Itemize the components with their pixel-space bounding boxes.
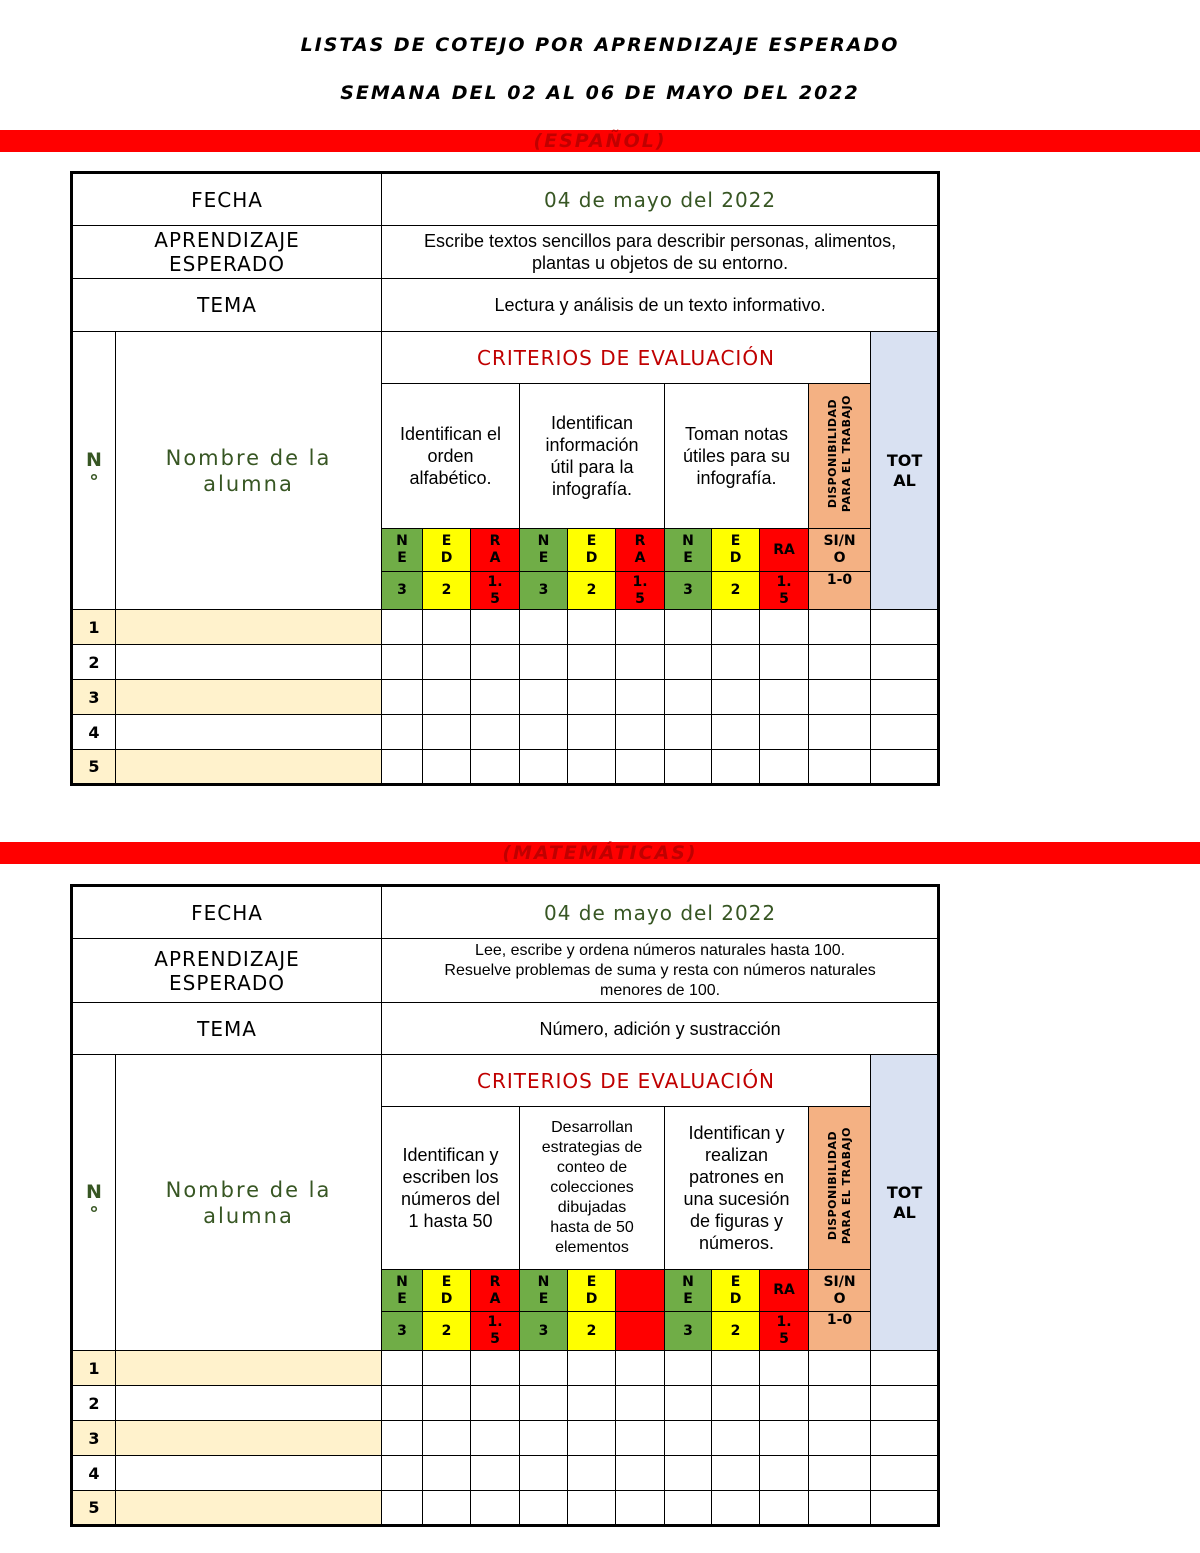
grade-cell[interactable]	[423, 645, 471, 680]
grade-cell[interactable]	[760, 1491, 809, 1526]
score-ra: 1. 5	[616, 572, 665, 610]
student-row	[72, 1351, 939, 1386]
grade-cell[interactable]	[568, 750, 616, 785]
criterion-2: Desarrollan estrategias de conteo de colecciones dibujadas hasta de 50 elementos	[520, 1107, 665, 1270]
code-ed: E D	[712, 1270, 760, 1312]
row-number: 1	[72, 610, 116, 645]
grade-cell[interactable]	[665, 1421, 712, 1456]
grade-cell[interactable]	[423, 715, 471, 750]
grade-cell[interactable]	[568, 1456, 616, 1491]
criterion-3: Identifican y realizan patrones en una sucesión de figuras y números.	[665, 1107, 809, 1270]
page-title: LISTAS DE COTEJO POR APRENDIZAJE ESPERADO	[300, 34, 900, 56]
grade-cell[interactable]	[760, 680, 809, 715]
grade-cell[interactable]	[616, 715, 665, 750]
tema-value: Lectura y análisis de un texto informativo.	[382, 279, 939, 332]
grade-cell[interactable]	[809, 715, 871, 750]
grade-cell[interactable]	[809, 1386, 871, 1421]
criterion-3: Toman notas útiles para su infografía.	[665, 384, 809, 529]
code-ed: E D	[423, 1270, 471, 1312]
grade-cell[interactable]	[616, 1386, 665, 1421]
code-sino: SI/N O	[809, 1270, 871, 1312]
grade-cell[interactable]	[423, 1386, 471, 1421]
score-ra: 1. 5	[471, 572, 520, 610]
grade-cell[interactable]	[665, 750, 712, 785]
grade-cell[interactable]	[616, 610, 665, 645]
score-ne: 3	[520, 572, 568, 610]
total-header-spacer	[871, 1055, 939, 1351]
grade-cell[interactable]	[665, 1386, 712, 1421]
grade-cell[interactable]	[423, 1421, 471, 1456]
grade-cell[interactable]	[760, 1421, 809, 1456]
tema-label: TEMA	[72, 279, 382, 332]
grade-cell[interactable]	[616, 645, 665, 680]
grade-cell[interactable]	[471, 1421, 520, 1456]
grade-cell[interactable]	[471, 680, 520, 715]
subject-espanol: (ESPAÑOL)	[0, 130, 1200, 152]
grade-cell[interactable]	[616, 1456, 665, 1491]
student-name-cell[interactable]	[116, 1421, 382, 1456]
grade-cell[interactable]	[712, 1491, 760, 1526]
grade-cell[interactable]	[712, 645, 760, 680]
aprendizaje-label: APRENDIZAJE ESPERADO	[72, 939, 382, 1003]
grade-cell[interactable]	[712, 1421, 760, 1456]
grade-cell[interactable]	[568, 645, 616, 680]
total-label: AL	[893, 1202, 916, 1222]
criterion-1: Identifican el orden alfabético.	[382, 384, 520, 529]
grade-cell[interactable]	[871, 1491, 939, 1526]
row-number: 1	[72, 1351, 116, 1386]
total-label: AL	[893, 470, 916, 490]
grade-cell[interactable]	[568, 1491, 616, 1526]
grade-cell[interactable]	[871, 1456, 939, 1491]
grade-cell[interactable]	[471, 1386, 520, 1421]
student-row	[72, 1421, 939, 1456]
grade-cell[interactable]	[471, 715, 520, 750]
grade-cell[interactable]	[471, 645, 520, 680]
grade-cell[interactable]	[568, 680, 616, 715]
student-name-cell[interactable]	[116, 1491, 382, 1526]
score-ra: 1. 5	[760, 1312, 809, 1351]
grade-cell[interactable]	[809, 645, 871, 680]
code-ed: E D	[712, 529, 760, 572]
grade-cell[interactable]	[871, 1386, 939, 1421]
score-ne: 3	[382, 1312, 423, 1351]
grade-cell[interactable]	[471, 610, 520, 645]
grade-cell[interactable]	[871, 680, 939, 715]
score-ra: 1. 5	[760, 572, 809, 610]
aprendizaje-label: APRENDIZAJE ESPERADO	[72, 226, 382, 279]
grade-cell[interactable]	[382, 1456, 423, 1491]
total-label: TOT	[886, 1182, 923, 1202]
disponibilidad-header: DISPONIBILIDAD PARA EL TRABAJO	[809, 1107, 871, 1270]
code-ne: N E	[665, 1270, 712, 1312]
numero-header: N °	[72, 1055, 116, 1351]
grade-cell[interactable]	[568, 1386, 616, 1421]
student-name-cell[interactable]	[116, 1386, 382, 1421]
grade-cell[interactable]	[520, 610, 568, 645]
criterios-header: CRITERIOS DE EVALUACIÓN	[382, 332, 871, 384]
grade-cell[interactable]	[665, 1456, 712, 1491]
disponibilidad-header: DISPONIBILIDAD PARA EL TRABAJO	[809, 384, 871, 529]
grade-cell[interactable]	[471, 1351, 520, 1386]
fecha-value: 04 de mayo del 2022	[382, 173, 939, 226]
grade-cell[interactable]	[871, 1351, 939, 1386]
aprendizaje-value: Escribe textos sencillos para describir personas, alimentos, plantas u objetos de su entorno.	[382, 226, 939, 279]
week-subtitle: SEMANA DEL 02 AL 06 DE MAYO DEL 2022	[340, 82, 860, 104]
student-name-cell[interactable]	[116, 750, 382, 785]
grade-cell[interactable]	[871, 715, 939, 750]
grade-cell[interactable]	[809, 1351, 871, 1386]
numero-header: N °	[72, 332, 116, 610]
grade-cell[interactable]	[423, 1456, 471, 1491]
code-ne: N E	[665, 529, 712, 572]
grade-cell[interactable]	[809, 750, 871, 785]
grade-cell[interactable]	[760, 750, 809, 785]
score-ed: 2	[712, 1312, 760, 1351]
grade-cell[interactable]	[616, 750, 665, 785]
grade-cell[interactable]	[712, 680, 760, 715]
grade-cell[interactable]	[665, 715, 712, 750]
grade-cell[interactable]	[382, 680, 423, 715]
fecha-value: 04 de mayo del 2022	[382, 886, 939, 939]
score-ed: 2	[423, 1312, 471, 1351]
grade-cell[interactable]	[760, 645, 809, 680]
row-number: 3	[72, 1421, 116, 1456]
grade-cell[interactable]	[520, 1456, 568, 1491]
code-ra: R A	[471, 1270, 520, 1312]
grade-cell[interactable]	[520, 645, 568, 680]
grade-cell[interactable]	[423, 610, 471, 645]
grade-cell[interactable]	[423, 750, 471, 785]
code-ed: E D	[568, 529, 616, 572]
checklist-table-espanol	[70, 171, 940, 786]
grade-cell[interactable]	[809, 610, 871, 645]
grade-cell[interactable]	[712, 1386, 760, 1421]
grade-cell[interactable]	[760, 1456, 809, 1491]
code-ra: R A	[471, 529, 520, 572]
student-row	[72, 645, 939, 680]
grade-cell[interactable]	[382, 1386, 423, 1421]
student-row	[72, 680, 939, 715]
grade-cell[interactable]	[665, 1351, 712, 1386]
grade-cell[interactable]	[809, 1421, 871, 1456]
score-sino: 1-0	[809, 1312, 871, 1351]
grade-cell[interactable]	[616, 1421, 665, 1456]
code-ed: E D	[568, 1270, 616, 1312]
code-ne: N E	[520, 1270, 568, 1312]
score-ed: 2	[568, 572, 616, 610]
grade-cell[interactable]	[665, 610, 712, 645]
grade-cell[interactable]	[520, 680, 568, 715]
code-ne: N E	[382, 1270, 423, 1312]
grade-cell[interactable]	[809, 680, 871, 715]
student-row	[72, 610, 939, 645]
tema-label: TEMA	[72, 1003, 382, 1055]
aprendizaje-value: Lee, escribe y ordena números naturales hasta 100. Resuelve problemas de suma y resta con números naturales menores de 100.	[382, 939, 939, 1003]
row-number: 5	[72, 1491, 116, 1526]
grade-cell[interactable]	[871, 1421, 939, 1456]
grade-cell[interactable]	[471, 1491, 520, 1526]
score-ne: 3	[382, 572, 423, 610]
score-ne: 3	[665, 1312, 712, 1351]
grade-cell[interactable]	[665, 680, 712, 715]
student-name-cell[interactable]	[116, 715, 382, 750]
grade-cell[interactable]	[871, 750, 939, 785]
row-number: 4	[72, 1456, 116, 1491]
row-number: 4	[72, 715, 116, 750]
criterios-header: CRITERIOS DE EVALUACIÓN	[382, 1055, 871, 1107]
grade-cell[interactable]	[616, 1491, 665, 1526]
score-ed: 2	[423, 572, 471, 610]
grade-cell[interactable]	[568, 610, 616, 645]
grade-cell[interactable]	[712, 750, 760, 785]
grade-cell[interactable]	[382, 645, 423, 680]
grade-cell[interactable]	[382, 1491, 423, 1526]
total-label: TOT	[886, 450, 923, 470]
checklist-table-matematicas	[70, 884, 940, 1527]
code-ne: N E	[382, 529, 423, 572]
code-ra: RA	[760, 1270, 809, 1312]
grade-cell[interactable]	[423, 680, 471, 715]
nombre-header: Nombre de la alumna	[116, 332, 382, 610]
row-number: 2	[72, 1386, 116, 1421]
grade-cell[interactable]	[712, 1456, 760, 1491]
grade-cell[interactable]	[520, 1386, 568, 1421]
grade-cell[interactable]	[520, 750, 568, 785]
grade-cell[interactable]	[471, 1456, 520, 1491]
score-ra-empty	[616, 1312, 665, 1351]
grade-cell[interactable]	[520, 1351, 568, 1386]
criterion-2: Identifican información útil para la infografía.	[520, 384, 665, 529]
score-ed: 2	[712, 572, 760, 610]
student-row	[72, 1456, 939, 1491]
grade-cell[interactable]	[712, 715, 760, 750]
student-row	[72, 715, 939, 750]
score-ed: 2	[568, 1312, 616, 1351]
grade-cell[interactable]	[520, 1491, 568, 1526]
grade-cell[interactable]	[382, 1351, 423, 1386]
nombre-header: Nombre de la alumna	[116, 1055, 382, 1351]
grade-cell[interactable]	[616, 680, 665, 715]
student-row	[72, 750, 939, 785]
grade-cell[interactable]	[760, 1386, 809, 1421]
grade-cell[interactable]	[760, 715, 809, 750]
grade-cell[interactable]	[809, 1491, 871, 1526]
score-ne: 3	[520, 1312, 568, 1351]
grade-cell[interactable]	[568, 1421, 616, 1456]
grade-cell[interactable]	[760, 610, 809, 645]
score-ra: 1. 5	[471, 1312, 520, 1351]
student-row	[72, 1386, 939, 1421]
student-row	[72, 1491, 939, 1526]
score-ne: 3	[665, 572, 712, 610]
grade-cell[interactable]	[712, 610, 760, 645]
grade-cell[interactable]	[520, 1421, 568, 1456]
code-sino: SI/N O	[809, 529, 871, 572]
code-ra: R A	[616, 529, 665, 572]
student-name-cell[interactable]	[116, 1351, 382, 1386]
score-sino: 1-0	[809, 572, 871, 610]
grade-cell[interactable]	[568, 715, 616, 750]
row-number: 2	[72, 645, 116, 680]
grade-cell[interactable]	[520, 715, 568, 750]
grade-cell[interactable]	[382, 610, 423, 645]
student-name-cell[interactable]	[116, 1456, 382, 1491]
grade-cell[interactable]	[382, 750, 423, 785]
student-name-cell[interactable]	[116, 680, 382, 715]
grade-cell[interactable]	[871, 645, 939, 680]
grade-cell[interactable]	[665, 645, 712, 680]
student-name-cell[interactable]	[116, 610, 382, 645]
grade-cell[interactable]	[616, 1351, 665, 1386]
subject-matematicas: (MATEMÁTICAS)	[0, 842, 1200, 864]
grade-cell[interactable]	[809, 1456, 871, 1491]
fecha-label: FECHA	[72, 886, 382, 939]
criterion-1: Identifican y escriben los números del 1 hasta 50	[382, 1107, 520, 1270]
grade-cell[interactable]	[712, 1351, 760, 1386]
tema-value: Número, adición y sustracción	[382, 1003, 939, 1055]
fecha-label: FECHA	[72, 173, 382, 226]
row-number: 3	[72, 680, 116, 715]
student-name-cell[interactable]	[116, 645, 382, 680]
grade-cell[interactable]	[382, 715, 423, 750]
code-ne: N E	[520, 529, 568, 572]
total-header-spacer	[871, 332, 939, 610]
code-ra: RA	[760, 529, 809, 572]
grade-cell[interactable]	[423, 1351, 471, 1386]
code-ra-empty	[616, 1270, 665, 1312]
grade-cell[interactable]	[382, 1421, 423, 1456]
grade-cell[interactable]	[871, 610, 939, 645]
code-ed: E D	[423, 529, 471, 572]
grade-cell[interactable]	[471, 750, 520, 785]
grade-cell[interactable]	[568, 1351, 616, 1386]
grade-cell[interactable]	[665, 1491, 712, 1526]
grade-cell[interactable]	[423, 1491, 471, 1526]
grade-cell[interactable]	[760, 1351, 809, 1386]
row-number: 5	[72, 750, 116, 785]
